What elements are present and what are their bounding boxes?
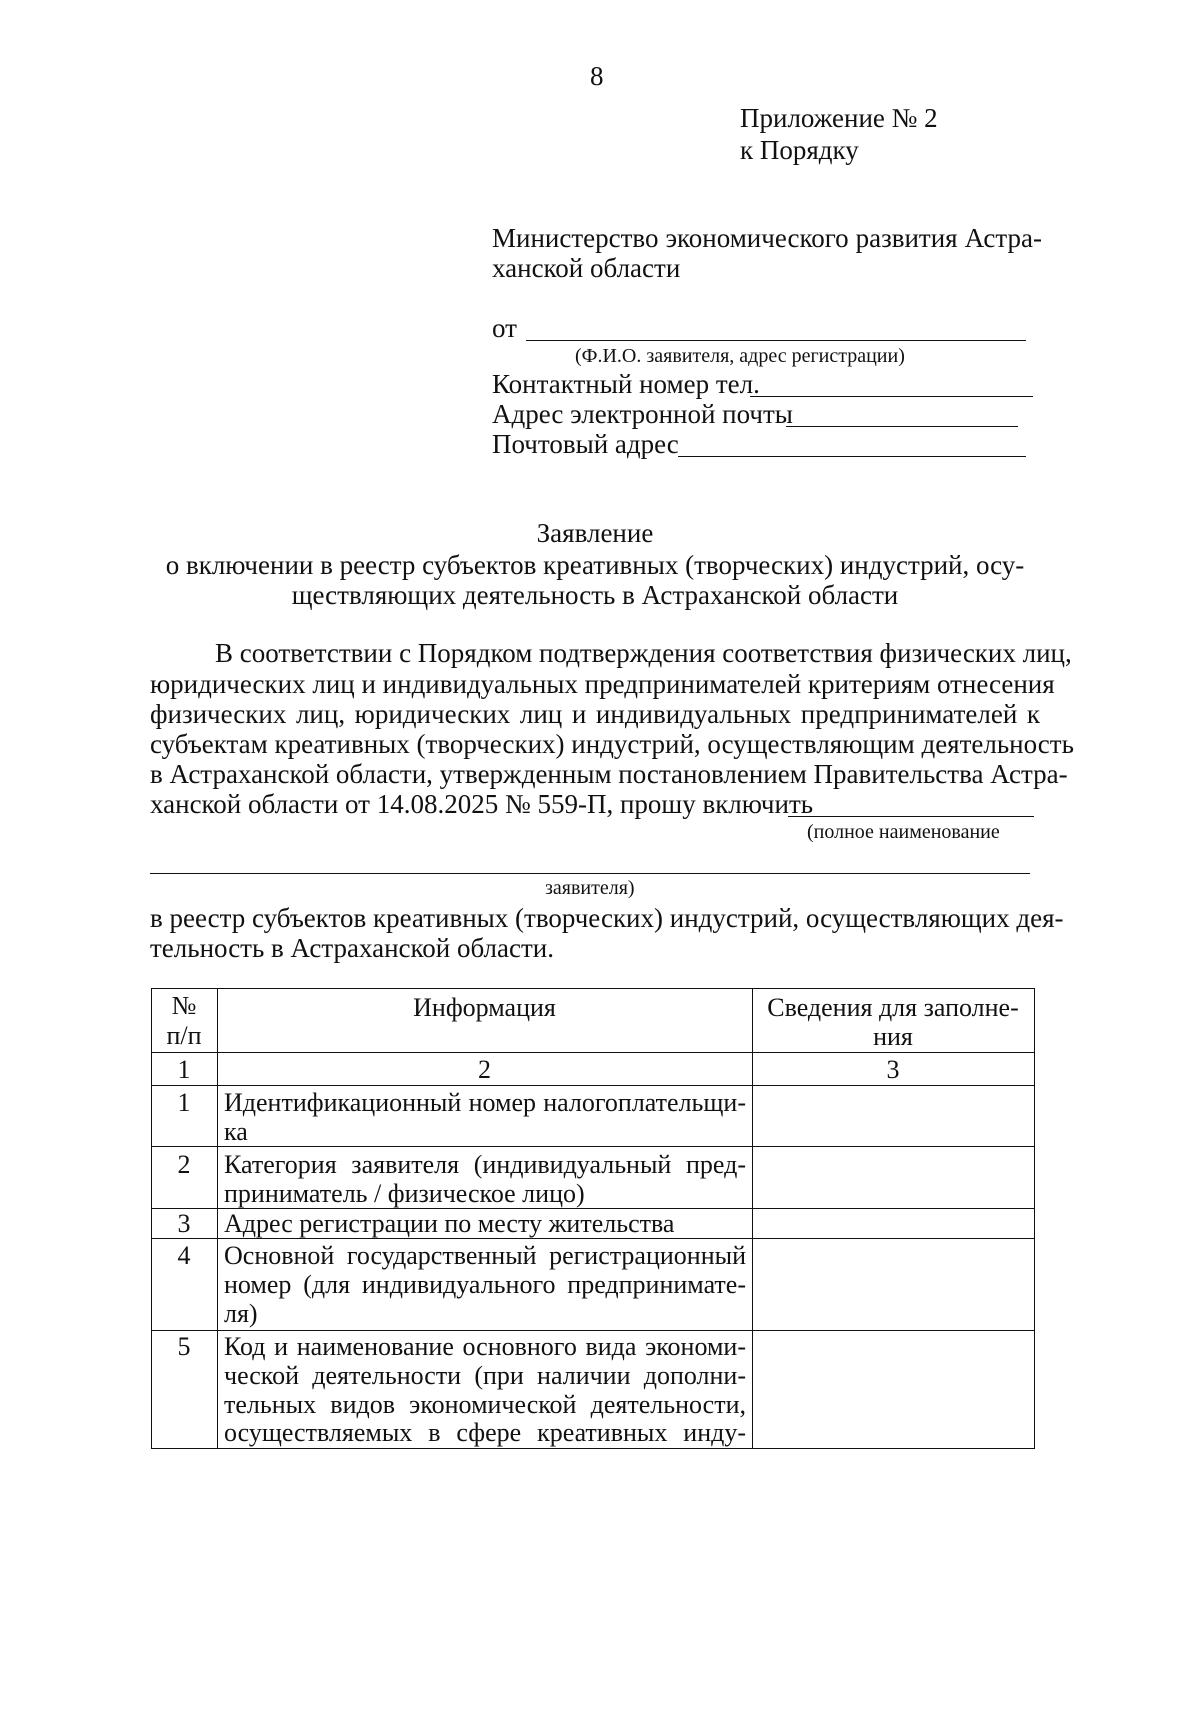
row-4-fill-cell[interactable] bbox=[753, 1240, 1033, 1329]
row-4-info-line1: Основной государственный регистрационный bbox=[224, 1241, 746, 1270]
postal-label: Почтовый адрес bbox=[492, 429, 679, 459]
row-2-fill-cell[interactable] bbox=[753, 1148, 1033, 1207]
body-line-4: субъектам креативных (творческих) индустрий, осуществляющим деятельность bbox=[150, 729, 1074, 759]
row-2-info-line1: Категория заявителя (индивидуальный пред- bbox=[224, 1150, 746, 1179]
statement-subtitle-line2: ществляющих деятельность в Астраханской области bbox=[291, 580, 899, 610]
row-1-info-line2: ка bbox=[224, 1117, 248, 1146]
body-tail-line2: тельность в Астраханской области. bbox=[150, 933, 554, 963]
body-line-3: физических лиц, юридических лиц и индивидуальных предпринимателей к bbox=[150, 699, 1040, 729]
header-num-line1: № bbox=[171, 991, 197, 1020]
phone-label: Контактный номер тел. bbox=[492, 369, 760, 399]
index-col-2: 2 bbox=[478, 1055, 491, 1084]
header-fill-line2: ния bbox=[873, 1022, 913, 1051]
page-number: 8 bbox=[590, 61, 604, 91]
from-label: от bbox=[492, 313, 517, 343]
postal-field-line[interactable] bbox=[678, 456, 1026, 457]
row-5-info-line2: ческой деятельности (при наличии дополни- bbox=[224, 1361, 746, 1390]
body-line-2: юридических лиц и индивидуальных предпринимателей критериям отнесения bbox=[150, 669, 1055, 699]
row-5-info-line4: осуществляемых в сфере креативных инду- bbox=[224, 1418, 746, 1447]
applicant-name-field-line[interactable] bbox=[788, 816, 1034, 817]
addressee-line2: ханской области bbox=[492, 253, 681, 283]
from-field-hint: (Ф.И.О. заявителя, адрес регистрации) bbox=[575, 345, 905, 367]
header-fill-line1: Сведения для заполне- bbox=[767, 993, 1019, 1022]
applicant-name-hint: (полное наименование bbox=[807, 821, 1000, 843]
body-line-1: В соответствии с Порядком подтверждения соответствия физических лиц, bbox=[215, 638, 1072, 668]
row-4-info-line3: ля) bbox=[224, 1299, 258, 1328]
addressee-line1: Министерство экономического развития Астра- bbox=[492, 223, 1042, 253]
appendix-subtitle: к Порядку bbox=[740, 135, 859, 165]
header-num-line2: п/п bbox=[166, 1021, 202, 1050]
row-1-fill-cell[interactable] bbox=[753, 1086, 1033, 1145]
index-col-1: 1 bbox=[177, 1055, 191, 1084]
row-2-num: 2 bbox=[177, 1150, 191, 1179]
appendix-title: Приложение № 2 bbox=[740, 103, 938, 133]
body-line-6: ханской области от 14.08.2025 № 559-П, прошу включить bbox=[150, 789, 814, 819]
table-border-top bbox=[151, 988, 1035, 989]
body-line-5: в Астраханской области, утвержденным постановлением Правительства Астра- bbox=[150, 759, 1068, 789]
applicant-name-hint-2: заявителя) bbox=[545, 877, 635, 899]
row-1-info-line1: Идентификационный номер налогоплательщи- bbox=[224, 1088, 746, 1117]
row-5-info-line1: Код и наименование основного вида экономи- bbox=[224, 1332, 746, 1361]
row-3-info-line1: Адрес регистрации по месту жительства bbox=[224, 1209, 675, 1238]
table-row-divider-1 bbox=[151, 1146, 1035, 1147]
row-3-num: 3 bbox=[177, 1209, 191, 1238]
body-tail-line1: в реестр субъектов креативных (творческих) индустрий, осуществляющих дея- bbox=[150, 903, 1064, 933]
row-5-fill-cell[interactable] bbox=[753, 1332, 1033, 1447]
row-5-info-line3: тельных видов экономической деятельности, bbox=[224, 1390, 746, 1419]
row-4-num: 4 bbox=[177, 1241, 191, 1270]
statement-title: Заявление bbox=[536, 518, 654, 548]
row-2-info-line2: приниматель / физическое лицо) bbox=[224, 1179, 585, 1208]
applicant-name-field-line-2[interactable] bbox=[150, 873, 1030, 874]
table-border-right bbox=[1034, 988, 1035, 1449]
row-4-info-line2: номер (для индивидуального предпринимате- bbox=[224, 1270, 746, 1299]
index-col-3: 3 bbox=[886, 1055, 900, 1084]
email-field-line[interactable] bbox=[786, 426, 1018, 427]
email-label: Адрес электронной почты bbox=[492, 399, 793, 429]
row-3-fill-cell[interactable] bbox=[753, 1209, 1033, 1237]
row-5-num: 5 bbox=[177, 1332, 191, 1361]
statement-subtitle-line1: о включении в реестр субъектов креативных (творческих) индустрий, осу- bbox=[165, 550, 1025, 580]
row-1-num: 1 bbox=[177, 1088, 191, 1117]
header-info: Информация bbox=[413, 993, 556, 1022]
phone-field-line[interactable] bbox=[750, 396, 1033, 397]
from-field-line[interactable] bbox=[526, 340, 1026, 341]
